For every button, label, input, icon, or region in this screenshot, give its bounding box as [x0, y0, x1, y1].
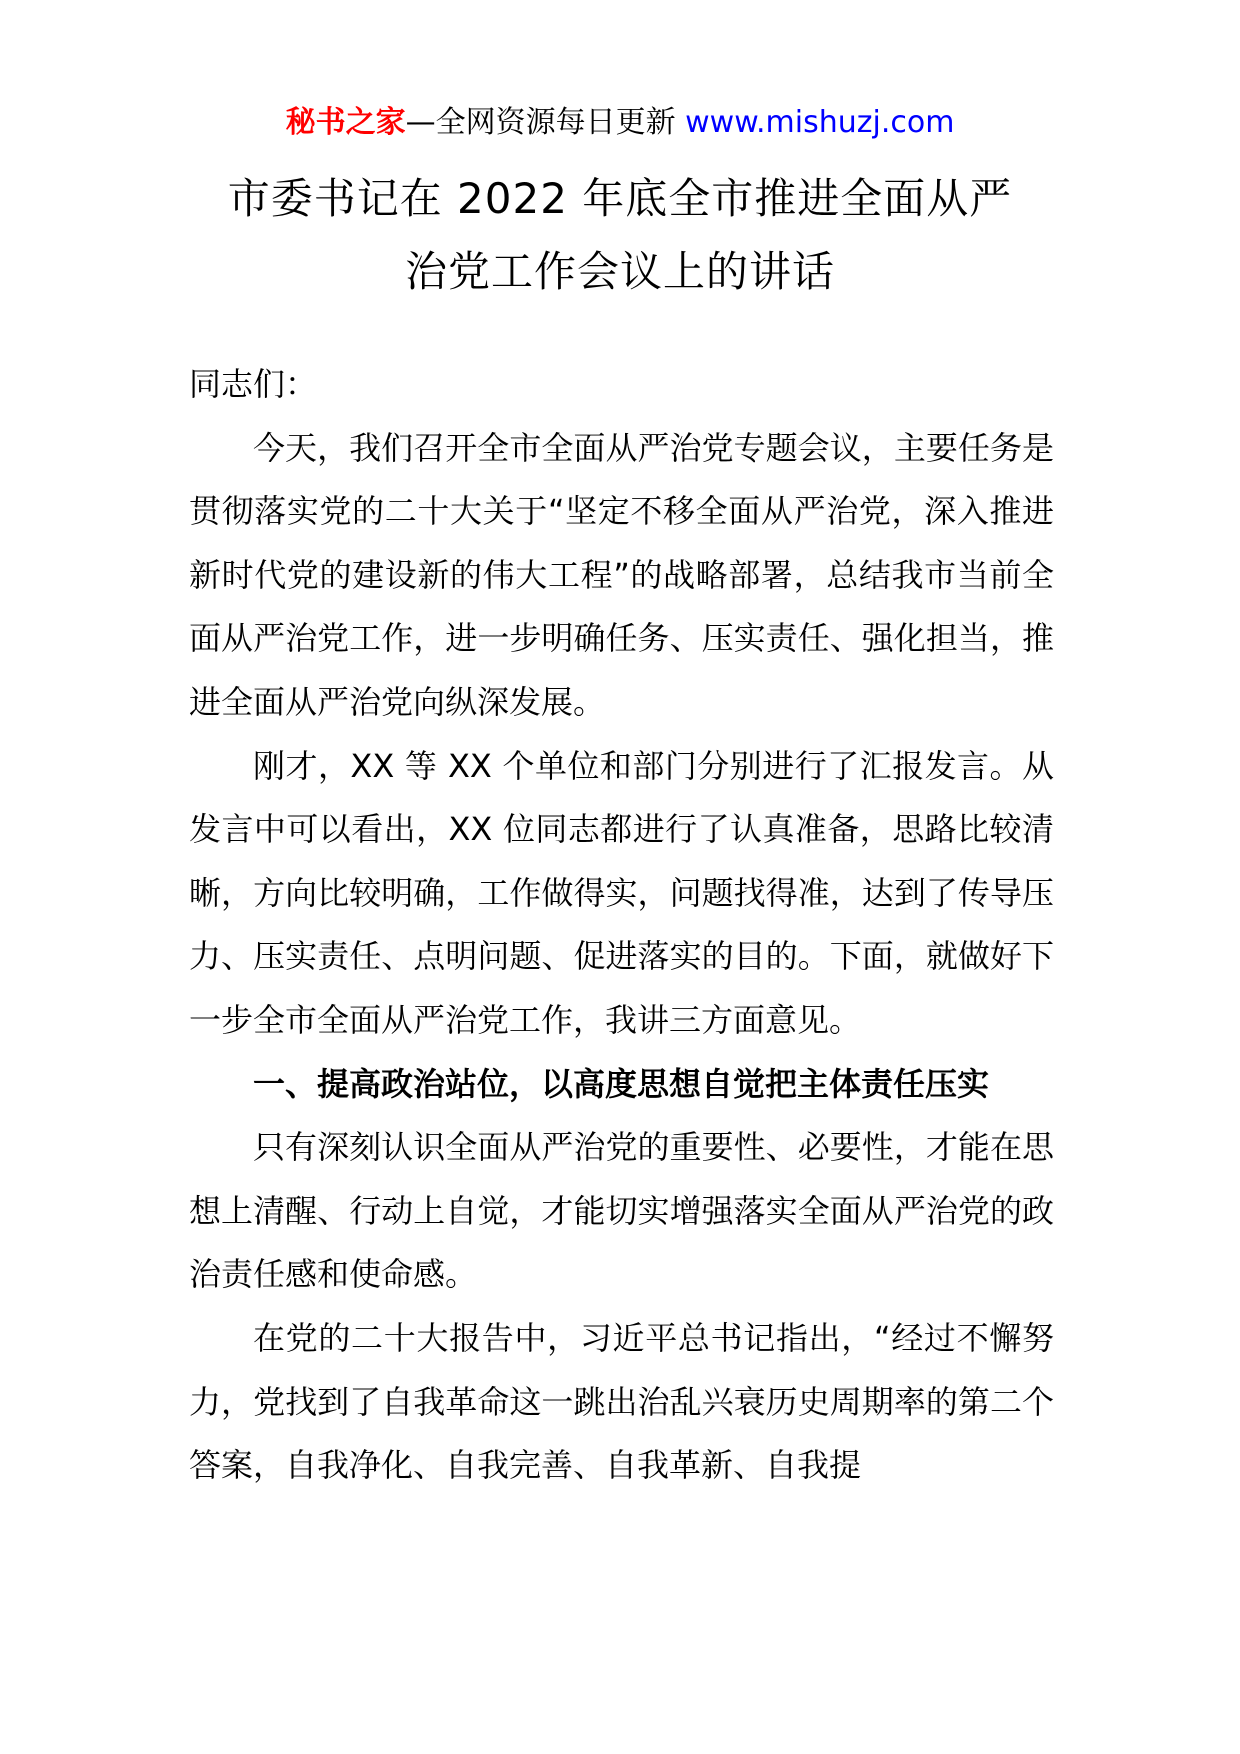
document-title	[0, 162, 1240, 308]
paragraph-4: 在党的二十大报告中，习近平总书记指出，“经过不懈努力，党找到了自我革命这一跳出治乱兴衰历史周期率的第二个答案，自我净化、自我完善、自我革新、自我提	[189, 1318, 1054, 1485]
title-line-1: 市委书记在 2022 年底全市推进全面从严	[227, 174, 1013, 223]
header-tagline: —全网资源每日更新	[405, 105, 686, 140]
document-body	[189, 353, 1054, 1498]
paragraph-1: 今天，我们召开全市全面从严治党专题会议，主要任务是贯彻落实党的二十大关于“坚定不移全面从严治党，深入推进新时代党的建设新的伟大工程”的战略部署，总结我市当前全面从严治党工作，进一步明确任务、压实责任、强化担当，推进全面从严治党向纵深发展。	[189, 428, 1054, 721]
section-heading-1: 一、提高政治站位，以高度思想自觉把主体责任压实	[253, 1064, 990, 1103]
site-url: www.mishuzj.com	[685, 105, 955, 140]
site-header	[0, 100, 1240, 146]
paragraph-2: 刚才，XX 等 XX 个单位和部门分别进行了汇报发言。从发言中可以看出，XX 位同志都进行了认真准备，思路比较清晰，方向比较明确，工作做得实，问题找得准，达到了传导压力、压实责任、点明问题、促进落实的目的。下面，就做好下一步全市全面从严治党工作，我讲三方面意见。	[189, 746, 1054, 1039]
title-line-2: 治党工作会议上的讲话	[404, 247, 835, 296]
salutation: 同志们：	[189, 365, 318, 403]
brand-name: 秘书之家	[285, 105, 406, 140]
paragraph-3: 只有深刻认识全面从严治党的重要性、必要性，才能在思想上清醒、行动上自觉，才能切实增强落实全面从严治党的政治责任感和使命感。	[189, 1128, 1054, 1294]
